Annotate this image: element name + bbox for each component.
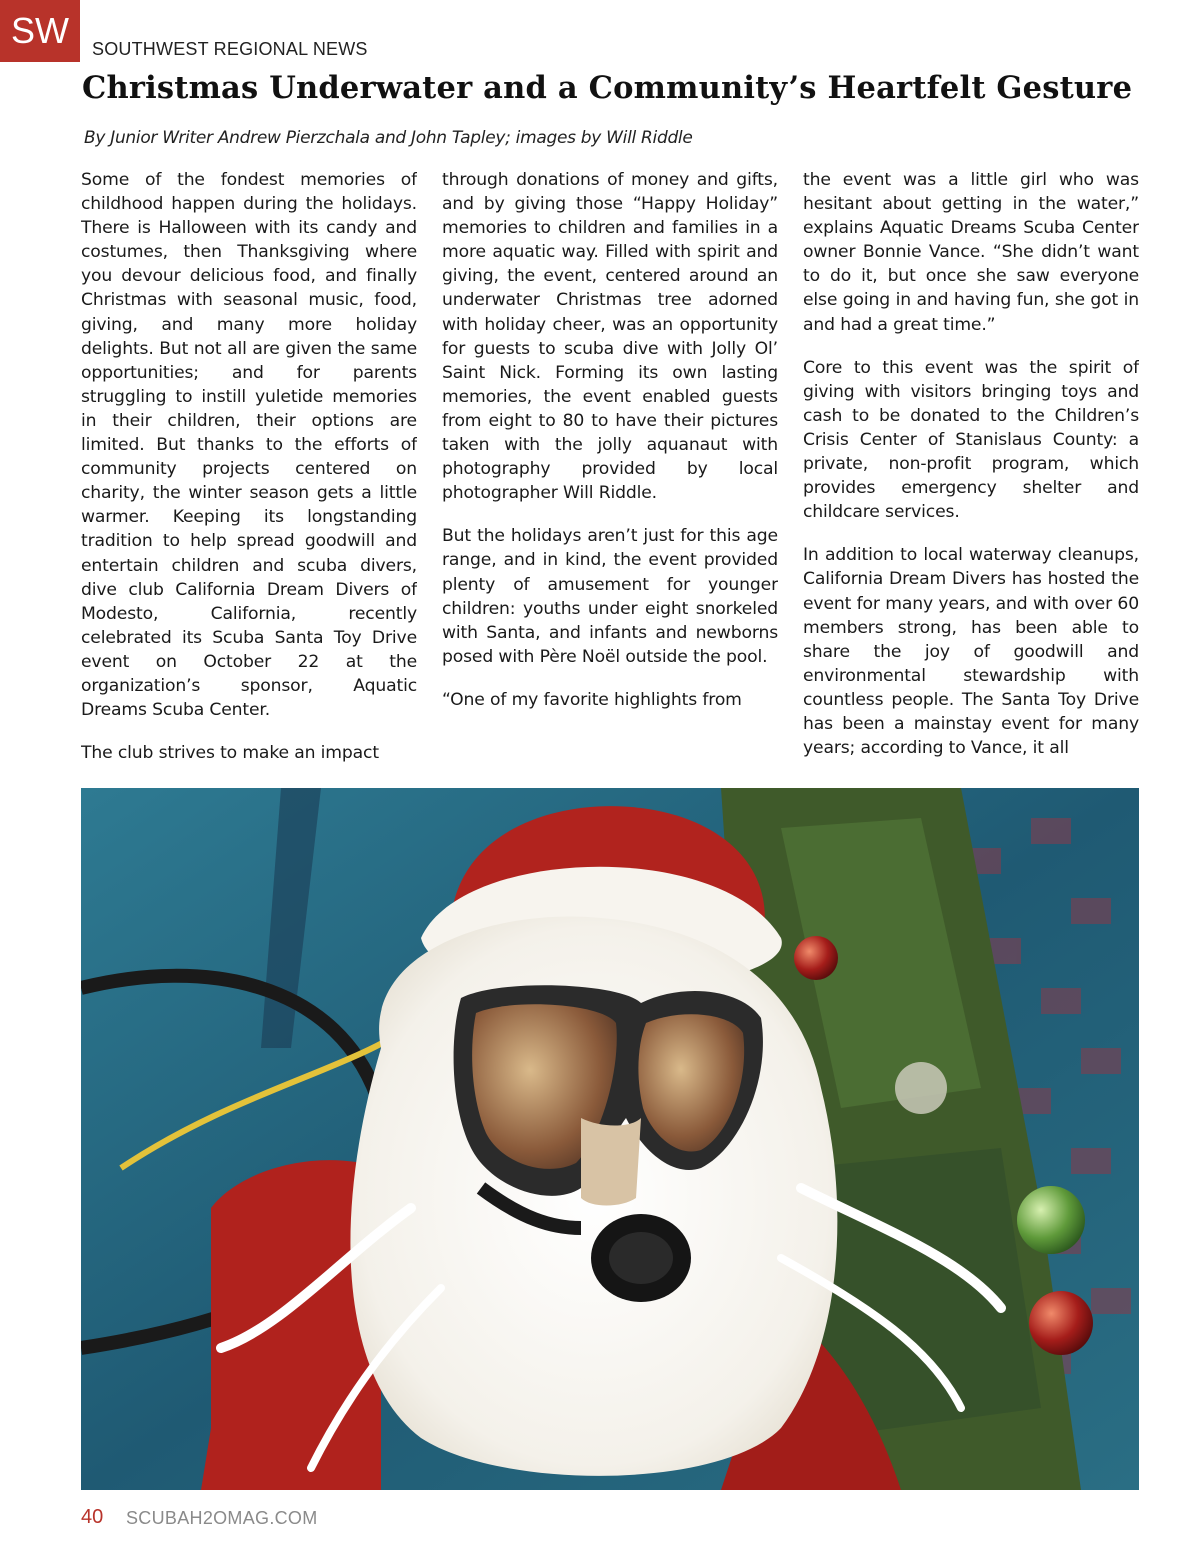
underwater-santa-photo	[81, 788, 1139, 1490]
paragraph: “One of my favorite highlights from	[442, 689, 742, 710]
article-column-1	[81, 168, 417, 768]
paragraph: Some of the fondest memories of childhood happen during the holidays. There is Halloween with its candy and costumes, then Thanksgiving where you devour delicious food, and finally Christmas with seasonal music, food, giving, and many more holiday delights. But not all are given the same opportunities; and for parents struggling to instill yuletide memories in their children, their options are limited. But thanks to the efforts of community projects centered on charity, the winter season gets a little warmer. Keeping its longstanding tradition to help spread goodwill and entertain children and scuba divers, dive club California Dream Divers of Modesto, California, recently celebrated its Scuba Santa Toy Drive event on October 22 at the organization’s sponsor, Aquatic Dreams Scuba Center.	[81, 170, 417, 721]
paragraph: the event was a little girl who was hesitant about getting in the water,” explains Aquatic Dreams Scuba Center owner Bonnie Vance. “She didn’t want to do it, but once she saw everyone else going in and having fun, she got in and had a great time.”	[803, 170, 1139, 335]
article-byline: By Junior Writer Andrew Pierzchala and John Tapley; images by Will Riddle	[84, 128, 693, 148]
section-tab: SW	[0, 0, 80, 62]
paragraph: through donations of money and gifts, and by giving those “Happy Holiday” memories to children and families in a more aquatic way. Filled with spirit and giving, the event, centered around an underwater Christmas tree adorned with holiday cheer, was an opportunity for guests to scuba dive with Jolly Ol’ Saint Nick. Forming its own lasting memories, the event enabled guests from eight to 80 to have their pictures taken with the jolly aquanaut with photography provided by local photographer Will Riddle.	[442, 170, 778, 504]
paragraph: Core to this event was the spirit of giving with visitors bringing toys and cash to be donated to the Children’s Crisis Center of Stanislaus County: a private, non-profit program, which provides emergency shelter and childcare services.	[803, 357, 1139, 523]
paragraph: In addition to local waterway cleanups, California Dream Divers has hosted the event for many years, and with over 60 members strong, has been able to share the joy of goodwill and environmental stewardship with countless people. The Santa Toy Drive has been a mainstay event for many years; according to Vance, it all	[803, 545, 1139, 759]
santa-diver-illustration	[81, 788, 1139, 1490]
article-column-2	[442, 168, 778, 768]
section-label: SOUTHWEST REGIONAL NEWS	[92, 39, 368, 59]
site-url: SCUBAH2OMAG.COM	[126, 1508, 318, 1528]
article-title: Christmas Underwater and a Community’s Heartfelt Gesture	[82, 70, 1133, 106]
article-column-3	[803, 168, 1139, 768]
paragraph: But the holidays aren’t just for this age range, and in kind, the event provided plenty of amusement for younger children: youths under eight snorkeled with Santa, and infants and newborns posed with Père Noël outside the pool.	[442, 526, 778, 667]
paragraph: The club strives to make an impact	[81, 743, 379, 764]
page-number: 40	[81, 1506, 104, 1528]
